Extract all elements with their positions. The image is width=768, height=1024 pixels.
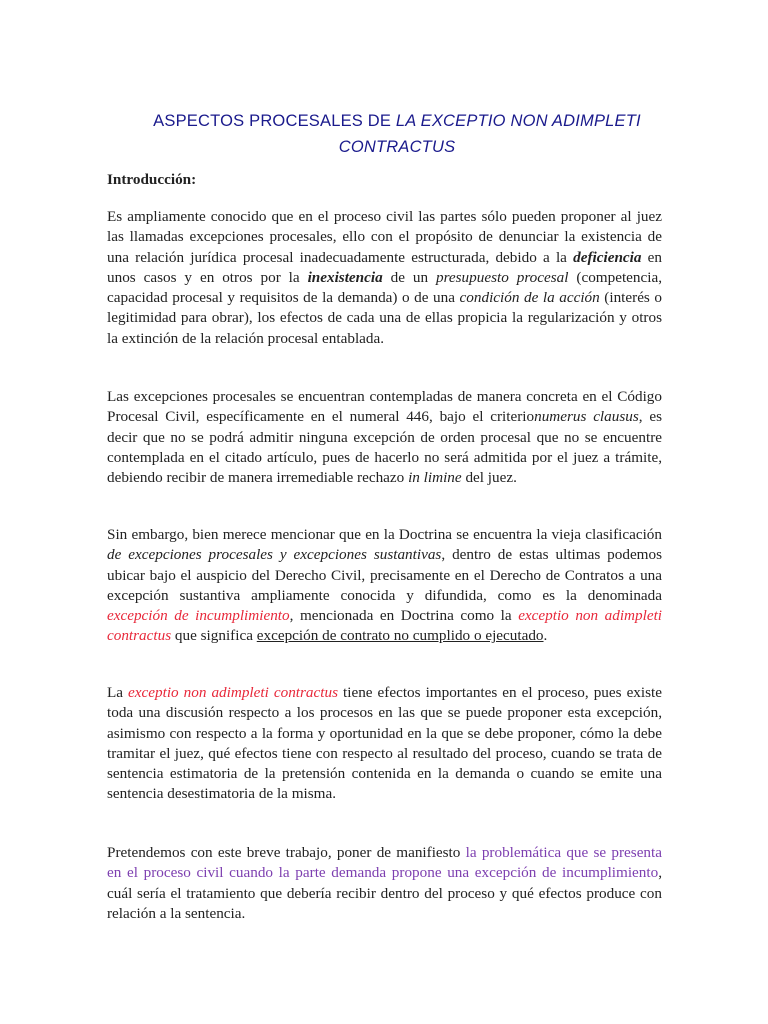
- p3-text-4: que significa: [171, 627, 257, 645]
- paragraph-5: [107, 843, 662, 924]
- p3-text-2: , dentro de estas ultimas podemos ubicar bajo el auspicio del Derecho Civil, precisamente en el Derecho de Contratos a una excepción sustantiva ampliamente conocida y difundida, como es la denominada: [107, 546, 663, 604]
- paragraph-1: [107, 207, 662, 349]
- title-italic: LA EXCEPTIO NON ADIMPLETI CONTRACTUS: [338, 112, 641, 156]
- p4-term-exceptio: exceptio non adimpleti contractus: [128, 684, 338, 701]
- p4-text-2: tiene efectos importantes en el proceso, pues existe toda una discusión respecto a los procesos en las que se puede proponer esta excepción, asimismo con respecto a la forma y oportunidad en la que se debe proponer, cómo la debe tramitar el juez, qué efectos tiene con respecto al resultado del proceso, cuando se trata de sentencia estimatoria de la pretensión contenida en la demanda o cuando se emite una sentencia desestimatoria de la misma.: [107, 684, 662, 803]
- p1-text-5: (interés o legitimidad para obrar), los efectos de cada una de ellas propicia la regularización y otros la extinción de la relación procesal entablada.: [107, 289, 662, 347]
- p2-emph-numerus: numerus clausus: [534, 408, 639, 426]
- p1-text-2: en unos casos y en otros por la: [107, 248, 662, 286]
- p3-text-5: .: [543, 627, 548, 645]
- p1-emph-deficiencia: deficiencia: [573, 248, 642, 266]
- p2-text-2: , es decir que no se podrá admitir ninguna excepción de orden procesal que no se encuentre contemplada en el citado artículo, pues de hacerlo no será admitida por el juez a trámite, debiendo recibir de manera irremediable rechazo: [107, 408, 662, 487]
- p1-emph-condicion: condición de la acción: [459, 289, 600, 307]
- p1-text-3: de un: [382, 268, 436, 286]
- p3-term-excepcion: excepción de incumplimiento: [107, 607, 290, 625]
- p1-emph-inexistencia: inexistencia: [307, 268, 383, 286]
- p4-text-1: La: [107, 684, 129, 701]
- title-prefix: ASPECTOS PROCESALES DE: [153, 112, 396, 130]
- p2-text-1: Las excepciones procesales se encuentran contempladas de manera concreta en el Código Procesal Civil, específicamente en el numeral 446, bajo el criterio: [107, 388, 662, 426]
- p3-term-exceptio: exceptio non adimpleti contractus: [107, 607, 663, 645]
- p2-emph-limine: in limine: [408, 469, 462, 487]
- p2-text-3: del juez.: [461, 469, 517, 487]
- p1-emph-presupuesto: presupuesto procesal: [435, 268, 569, 286]
- p3-text-3: , mencionada en Doctrina como la: [289, 607, 519, 625]
- intro-heading: Introducción:: [107, 171, 197, 188]
- p3-emph-clasificacion: de excepciones procesales y excepciones sustantivas: [107, 546, 442, 564]
- p5-text-2: , cuál sería el tratamiento que debería recibir dentro del proceso y qué efectos produce con relación a la sentencia.: [107, 864, 662, 922]
- p1-text-1: Es ampliamente conocido que en el proceso civil las partes sólo pueden proponer al juez las llamadas excepciones procesales, ello con el propósito de denunciar la existencia de una relación jurídica procesal inadecuadamente estructurada, debido a la: [107, 208, 662, 266]
- paragraph-3: [107, 525, 662, 647]
- paragraph-4: [107, 683, 662, 805]
- document-title: [107, 108, 687, 160]
- p1-text-4: (competencia, capacidad procesal y requisitos de la demanda) o de una: [107, 268, 663, 307]
- p5-text-1: Pretendemos con este breve trabajo, poner de manifiesto: [107, 844, 466, 861]
- p5-highlight-problematica: la problemática que se presenta en el proceso civil cuando la parte demanda propone una excepción de incumplimiento: [107, 844, 662, 882]
- p3-text-1: Sin embargo, bien merece mencionar que en la Doctrina se encuentra la vieja clasificación: [107, 526, 662, 543]
- paragraph-2: [107, 387, 662, 488]
- p3-underlined-meaning: excepción de contrato no cumplido o ejecutado: [256, 627, 544, 645]
